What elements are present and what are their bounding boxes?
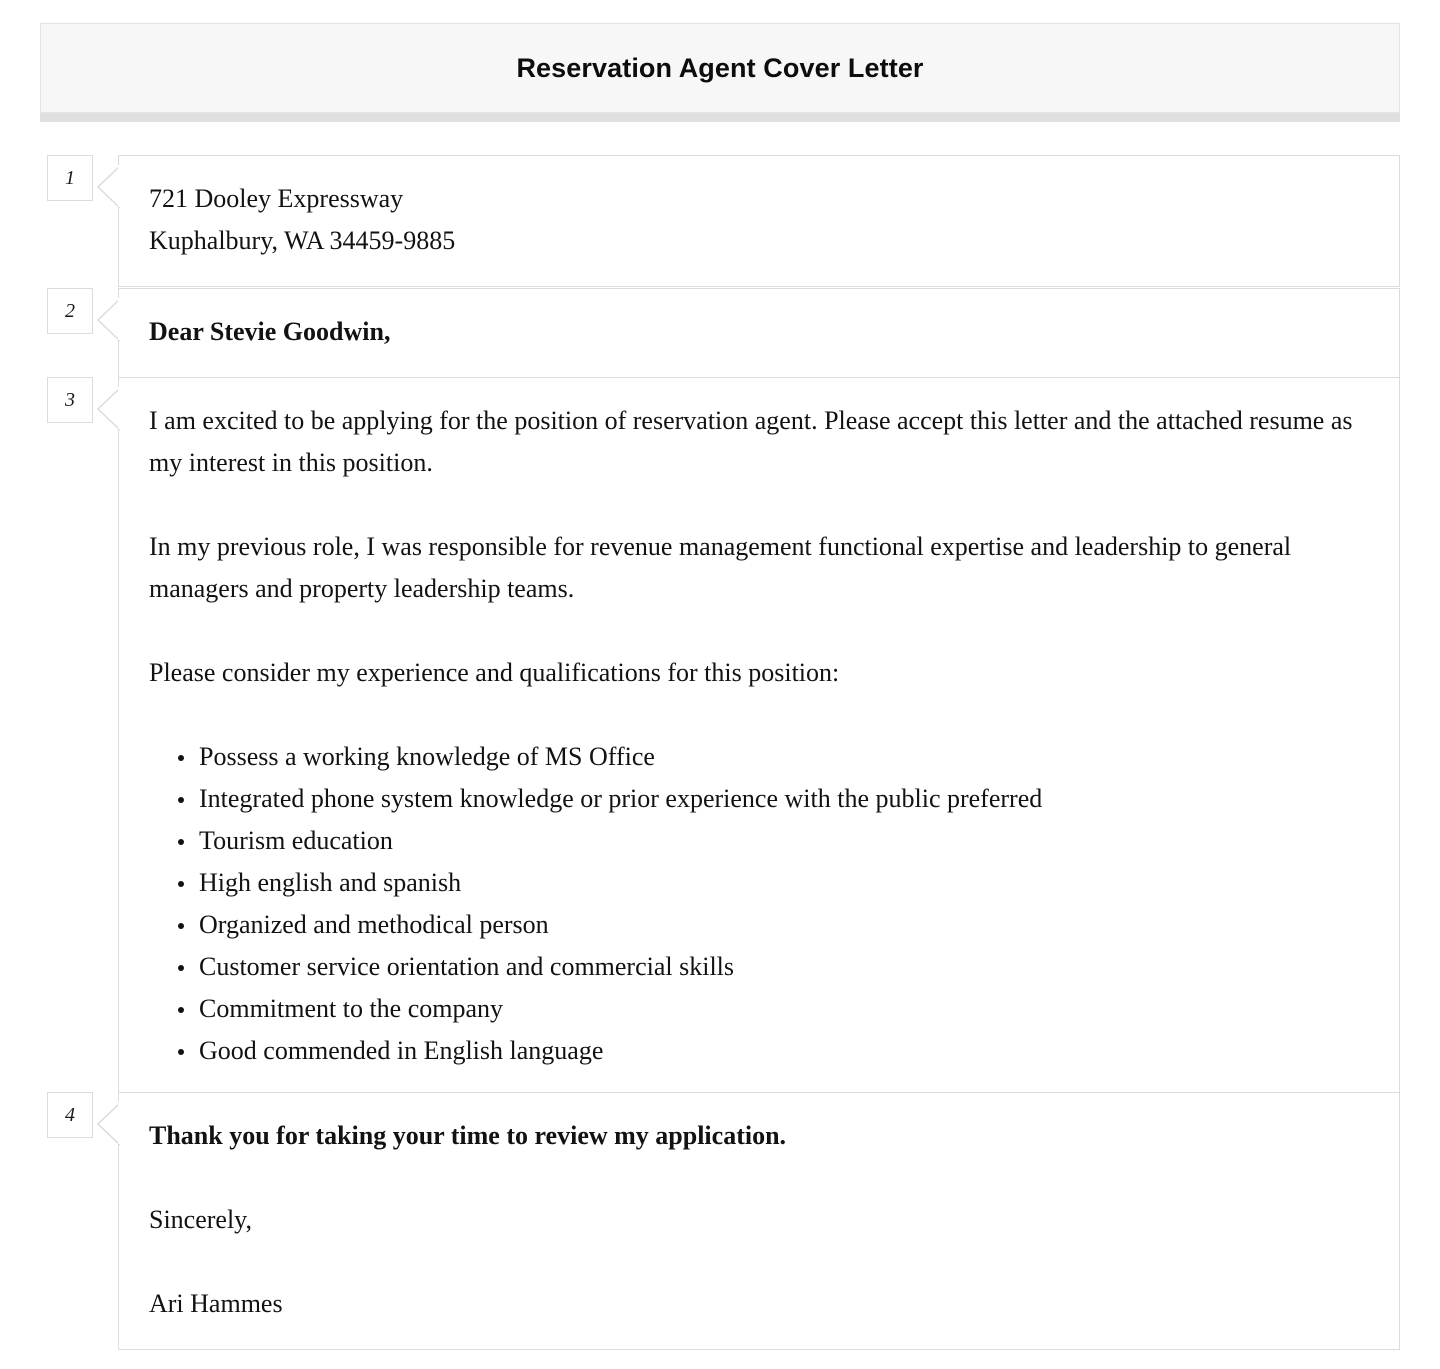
list-item: Good commended in English language [199, 1030, 1371, 1072]
salutation-bubble [118, 288, 1400, 378]
list-item: Possess a working knowledge of MS Office [199, 736, 1371, 778]
bubble-pointer-icon [97, 1102, 119, 1144]
closing-sign-off: Sincerely, [149, 1205, 252, 1234]
bubble-pointer-icon [97, 298, 119, 340]
closing-thank-you: Thank you for taking your time to review my application. [149, 1121, 787, 1150]
body-paragraph-1: I am excited to be applying for the position of reservation agent. Please accept this letter and the attached resume as my interest in this position. [149, 406, 1353, 477]
header-shadow-bar [40, 113, 1400, 122]
list-item: Customer service orientation and commercial skills [199, 946, 1371, 988]
section-number-badge-2: 2 [47, 288, 93, 334]
bubble-pointer-icon [97, 165, 119, 207]
bubble-pointer-icon [97, 387, 119, 429]
address-line-2: Kuphalbury, WA 34459-9885 [149, 226, 456, 255]
section-number-badge-3: 3 [47, 377, 93, 423]
address-line-1: 721 Dooley Expressway [149, 184, 404, 213]
document-header [40, 23, 1400, 113]
salutation-text: Dear Stevie Goodwin, [149, 317, 391, 346]
list-item: Tourism education [199, 820, 1371, 862]
bubble-pointer-cut [118, 165, 120, 207]
bubble-pointer-cut [118, 387, 120, 429]
letter-body-bubble [118, 377, 1400, 1097]
closing-signature-name: Ari Hammes [149, 1289, 283, 1318]
list-item: Commitment to the company [199, 988, 1371, 1030]
qualifications-list [149, 736, 1371, 1072]
list-item: Organized and methodical person [199, 904, 1371, 946]
body-paragraph-3: Please consider my experience and qualifications for this position: [149, 658, 840, 687]
bubble-pointer-cut [118, 1102, 120, 1144]
section-number-badge-4: 4 [47, 1092, 93, 1138]
page-title: Reservation Agent Cover Letter [516, 52, 924, 83]
bubble-pointer-cut [118, 298, 120, 340]
list-item: High english and spanish [199, 862, 1371, 904]
body-paragraph-2: In my previous role, I was responsible for revenue management functional expertise and leadership to general managers and property leadership teams. [149, 532, 1292, 603]
list-item: Integrated phone system knowledge or prior experience with the public preferred [199, 778, 1371, 820]
address-bubble [118, 155, 1400, 287]
closing-bubble [118, 1092, 1400, 1350]
section-number-badge-1: 1 [47, 155, 93, 201]
